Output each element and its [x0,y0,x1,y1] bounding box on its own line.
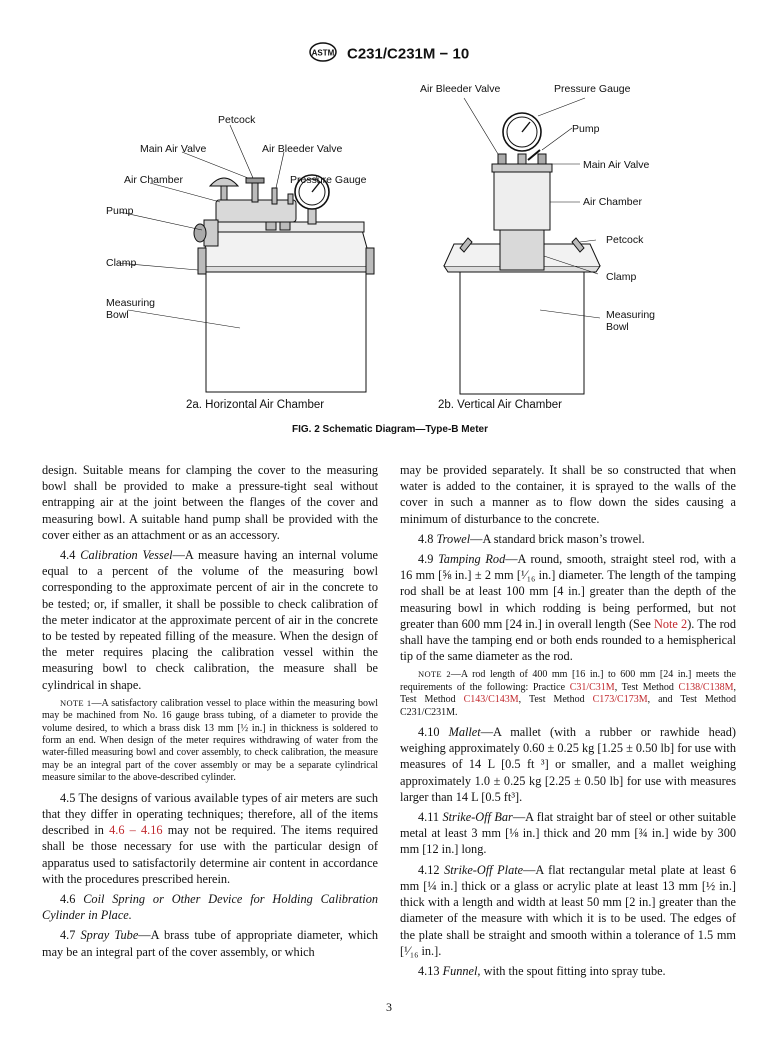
vertical-meter-drawing [444,98,600,394]
subcaption-horizontal: 2a. Horizontal Air Chamber [186,399,325,411]
section-4-8: 4.8 Trowel—A standard brick mason’s trowel. [418,531,645,546]
section-4-11: 4.11 Strike-Off Bar—A flat straight bar of steel or other suitable metal at least 3 mm [⅛ in.] thick and 20 mm [¾ in.] wide by 300 mm [12 in.] long. [400,810,736,857]
figure-2 [40,70,740,440]
label-air-bleeder-valve-left: Air Bleeder Valve [262,143,343,155]
label-bowl-left: Bowl [106,309,129,321]
horizontal-meter-drawing [118,125,374,392]
designation: C231/C231M − 10 [347,45,470,63]
label-pressure-gauge-right: Pressure Gauge [554,83,631,95]
label-air-chamber-left: Air Chamber [124,174,183,186]
label-pressure-gauge-left: Pressure Gauge [290,174,367,186]
section-4-4: 4.4 Calibration Vessel—A measure having an internal volume equal to a percent of the volume of the measuring bowl corresponding to the approximate percent of air in the concrete to be tested; or, if smaller, it shall be possible to check calibration of the meter indicator at the approximate percent of air in the concrete to be tested by repeated filling of the measure. When the design of the meter requires placing the calibration vessel within the measuring bowl to check calibration, the measure shall be cylindrical in shape. [42,548,379,692]
label-petcock-left: Petcock [218,114,256,126]
note-2: NOTE 2—A rod length of 400 mm [16 in.] to 600 mm [24 in.] meets the requirements of the following: Practice C31/C31M, Test Method C138/C138M, Test Method C143/C143M, Test Method C173/C173M, and Test Method C231/C231M. [400,669,736,718]
label-petcock-right: Petcock [606,234,644,246]
paragraph: may be provided separately. It shall be so constructed that when water is added to the container, it is sprayed to the walls of the cover in such a manner as to flow down the sides causing a minimum of disturbance to the concrete. [400,463,736,526]
section-4-7: 4.7 Spray Tube—A brass tube of appropriate diameter, which may be an integral part of the cover assembly, or which [42,928,379,959]
c143-link[interactable]: C143/C143M [463,694,519,706]
section-4-12: 4.12 Strike-Off Plate—A flat rectangular metal plate at least 6 mm [¼ in.] thick or a glass or acrylic plate at least 13 mm [½ in.] thick with a length and width at least 50 mm [2 in.] greater than the diameter of the measure with which it is to be used. The edges of the plate shall be straight and smooth within a tolerance of 1.5 mm [¹⁄₁₆ in.]. [400,862,736,958]
c138-link[interactable]: C138/C138M [678,681,734,693]
subcaption-vertical: 2b. Vertical Air Chamber [438,399,563,411]
label-main-air-valve-right: Main Air Valve [583,159,650,171]
section-4-13: 4.13 Funnel, with the spout fitting into spray tube. [418,963,666,978]
section-4-10: 4.10 Mallet—A mallet (with a rubber or rawhide head) weighing approximately 0.60 ± 0.25 kg [1.25 ± 0.50 lb] for use with measures of 14 L [0.5 ft ³] or smaller, and a mallet weighing approximately 1.0 ± 0.25 kg [2.25 ± 0.50 lb] for use with measures larger than 14 L [0.5 ft³]. [400,725,736,804]
label-clamp-left: Clamp [106,257,137,269]
label-air-chamber-right: Air Chamber [583,196,642,208]
page-number: 3 [386,1000,392,1014]
label-main-air-valve-left: Main Air Valve [140,143,207,155]
label-clamp-right: Clamp [606,271,637,283]
left-column [42,462,378,964]
astm-logo-icon [309,42,337,66]
figure-caption: FIG. 2 Schematic Diagram—Type-B Meter [292,424,488,435]
c173-link[interactable]: C173/C173M [592,694,648,706]
section-4-6: 4.6 Coil Spring or Other Device for Holding Calibration Cylinder in Place. [42,891,378,923]
schematic-diagram [40,70,740,440]
paragraph: design. Suitable means for clamping the cover to the measuring bowl shall be provided to make a pressure-tight seal without entrapping air at the joint between the flanges of the cover and measuring bowl. A suitable hand pump shall be provided with the cover either as an attachment or as an accessory. [42,463,378,542]
label-bowl-right: Bowl [606,321,629,333]
note-2-link[interactable]: Note 2 [653,616,688,631]
page-header [0,42,778,66]
label-air-bleeder-valve-right: Air Bleeder Valve [420,83,501,95]
section-4-9: 4.9 Tamping Rod—A round, smooth, straight steel rod, with a 16 mm [⅝ in.] ± 2 mm [¹⁄₁₆ in.] diameter. The length of the tamping rod shall be at least 100 mm [4 in.] greater than the depth of the measuring bowl in which rodding is being performed, but not greater than 600 mm [24 in.] in overall length (See Note 2). The rod shall have the tamping end or both ends rounded to a hemispherical tip of the same diameter as the rod. [400,552,737,664]
label-measuring-right: Measuring [606,309,656,321]
right-column [400,462,736,983]
section-4-5: 4.5 The designs of various available types of air meters are such that they differ in operating techniques; therefore, all of the items described in 4.6 – 4.16 may not be required. The items required shall be those necessary for use with the particular design of apparatus used to satisfactorily determine air content in accordance with the procedures prescribed herein. [42,790,378,886]
label-pump-right: Pump [572,123,600,135]
section-ref-link[interactable]: 4.6 – 4.16 [109,823,163,838]
c31-link[interactable]: C31/C31M [569,681,615,693]
label-measuring-left: Measuring [106,297,156,309]
note-1: NOTE 1—A satisfactory calibration vessel to place within the measuring bowl may be machined from No. 16 gauge brass tubing, of a diameter to provide the volume desired, to which a brass disk 13 mm [½ in.] in thickness is soldered to form an end. When design of the meter requires withdrawing of water from the water-filled measuring bowl and cover assembly, to check calibration, the measure may be an integral part of the cover assembly or may be a separate cylindrical measure similar to the above-described cylinder. [42,697,378,784]
label-pump-left: Pump [106,205,134,217]
logo-text: ASTM [311,48,335,58]
